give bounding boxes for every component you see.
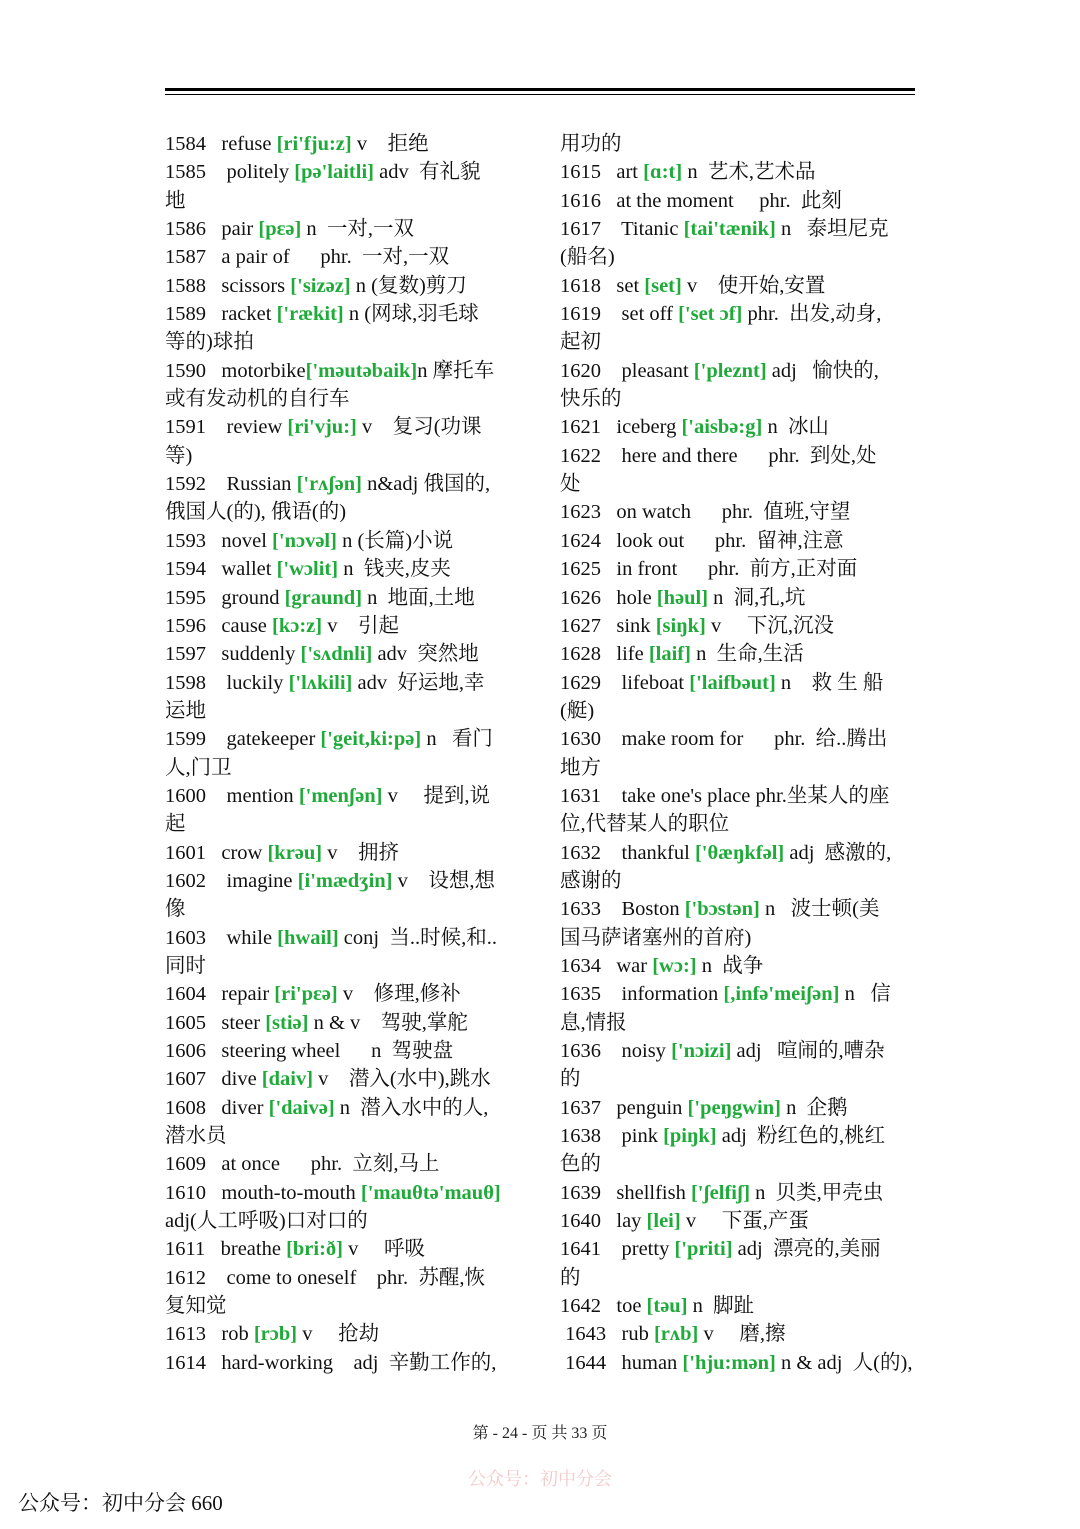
vocab-line	[560, 1065, 920, 1093]
vocab-line	[560, 555, 920, 583]
vocab-meaning: v 修理,修补	[337, 983, 461, 1006]
vocab-text: 地	[165, 189, 186, 212]
vocab-line	[560, 1264, 920, 1292]
vocab-text: 用功的	[560, 133, 622, 155]
phonetic: [bri:ð]	[286, 1238, 343, 1261]
vocab-meaning: v 呼吸	[343, 1238, 425, 1261]
vocab-line	[560, 1349, 920, 1377]
vocab-line	[165, 1009, 525, 1037]
phonetic: ['nɔvəl]	[272, 529, 337, 552]
vocab-text: 1612 come to oneself phr. 苏醒,恢	[165, 1266, 485, 1289]
vocab-text: 1630 make room for phr. 给..腾出	[560, 728, 888, 751]
vocab-meaning: adj 漂亮的,美丽	[732, 1238, 881, 1261]
vocab-meaning: n 冰山	[762, 416, 829, 439]
vocab-text: 1642 toe	[560, 1295, 647, 1318]
vocab-meaning: phr. 出发,动身,	[742, 303, 882, 326]
vocab-text: 1617 Titanic	[560, 218, 684, 241]
vocab-meaning: n (长篇)小说	[336, 529, 454, 552]
vocab-meaning: n & adj 人(的),	[775, 1351, 913, 1374]
phonetic: [stiə]	[265, 1011, 309, 1034]
phonetic: [lei]	[646, 1210, 681, 1233]
vocab-text: 1594 wallet	[165, 558, 277, 581]
vocab-line	[560, 1292, 920, 1320]
vocab-meaning: v 下沉,沉没	[705, 614, 834, 637]
vocab-text: 1589 racket	[165, 303, 277, 326]
vocab-line	[560, 782, 920, 810]
vocab-meaning: n 救 生 船	[775, 671, 884, 694]
vocab-text: 1633 Boston	[560, 898, 685, 921]
vocab-text: 1596 cause	[165, 614, 273, 637]
vocab-meaning: n 地面,土地	[362, 586, 475, 609]
vocab-text: 起初	[560, 331, 601, 354]
vocab-meaning: adj 感激的,	[784, 841, 892, 864]
phonetic: [rʌb]	[653, 1323, 699, 1346]
phonetic: ['wɔlit]	[276, 558, 339, 581]
phonetic: ['bɔstən]	[684, 898, 760, 921]
vocab-text: 1623 on watch phr. 值班,守望	[560, 501, 851, 524]
watermark-center: 公众号：初中分会	[468, 1469, 612, 1489]
vocab-text: 或有发动机的自行车	[165, 388, 350, 411]
vocab-text: 1637 penguin	[560, 1096, 688, 1119]
vocab-line	[165, 187, 525, 215]
vocab-line	[165, 612, 525, 640]
vocab-meaning: adv 好运地,幸	[352, 671, 485, 694]
vocab-text: 1635 information	[560, 983, 724, 1006]
vocab-meaning: n (复数)剪刀	[350, 274, 467, 297]
phonetic: ['daivə]	[268, 1096, 335, 1119]
vocab-line	[165, 527, 525, 555]
phonetic: [set]	[644, 274, 682, 297]
vocab-text: 1622 here and there phr. 到处,处	[560, 444, 877, 467]
vocab-meaning: adj 喧闹的,嘈杂	[731, 1040, 885, 1062]
vocab-meaning: n 战争	[696, 954, 764, 977]
vocab-line	[165, 442, 525, 470]
vocab-text: 息,情报	[560, 1011, 627, 1034]
vocab-meaning: v 拥挤	[322, 841, 400, 864]
vocab-text: 1600 mention	[165, 784, 299, 807]
phonetic: ['hju:mən]	[682, 1351, 776, 1374]
vocab-text: 国马萨诸塞州的首府)	[560, 926, 752, 949]
vocab-meaning: n 企鹅	[780, 1096, 848, 1119]
vocab-line	[165, 980, 525, 1008]
vocab-line	[165, 413, 525, 441]
vocab-line	[560, 839, 920, 867]
vocab-text: 1587 a pair of phr. 一对,一双	[165, 246, 450, 269]
vocab-meaning: v 潜入(水中),跳水	[313, 1068, 491, 1091]
vocab-meaning: n 脚趾	[687, 1295, 755, 1318]
vocab-line	[560, 527, 920, 555]
vocab-line	[165, 1179, 525, 1207]
phonetic: [pə'laitli]	[294, 161, 374, 184]
vocab-text: 运地	[165, 699, 206, 722]
vocab-line	[165, 272, 525, 300]
vocab-line	[560, 1009, 920, 1037]
phonetic: [,infə'meiʃən]	[723, 983, 840, 1006]
vocab-text: 1620 pleasant	[560, 359, 694, 382]
vocab-text: 1625 in front phr. 前方,正对面	[560, 558, 858, 581]
vocab-line	[165, 1037, 525, 1065]
phonetic: [kɔ:z]	[272, 614, 323, 637]
vocab-line	[560, 357, 920, 385]
vocab-line	[165, 1207, 525, 1235]
phonetic: [ri'pɛə]	[274, 983, 338, 1006]
vocab-line	[560, 697, 920, 725]
vocab-line	[165, 1094, 525, 1122]
vocab-text: 起	[165, 813, 186, 836]
phonetic: ['məutəbaik]	[305, 359, 418, 382]
vocab-meaning: adv 有礼貌	[373, 161, 481, 184]
vocab-line	[560, 328, 920, 356]
vocab-meaning: n 泰坦尼克	[775, 218, 889, 241]
vocab-meaning: n & v 驾驶,掌舵	[308, 1011, 468, 1034]
vocab-line	[560, 952, 920, 980]
vocab-text: 1638 pink	[560, 1125, 664, 1148]
vocab-line	[560, 810, 920, 838]
vocab-meaning: n 贝类,甲壳虫	[750, 1181, 884, 1204]
vocab-line	[560, 413, 920, 441]
vocab-text: 1586 pair	[165, 218, 259, 241]
vocab-text: 1643 rub	[560, 1323, 654, 1346]
vocab-line	[165, 158, 525, 186]
vocab-line	[560, 470, 920, 498]
vocab-meaning: n 洞,孔,坑	[708, 586, 806, 609]
vocab-line	[165, 555, 525, 583]
vocab-meaning: v 提到,说	[382, 784, 491, 807]
vocab-line	[165, 357, 525, 385]
vocab-meaning: adj 愉快的,	[766, 359, 879, 382]
phonetic: [həul]	[656, 586, 709, 609]
vocab-text: 1640 lay	[560, 1210, 647, 1233]
phonetic: [piŋk]	[663, 1125, 717, 1148]
vocab-line	[165, 867, 525, 895]
vocab-line	[165, 130, 525, 158]
vocab-text: 1616 at the moment phr. 此刻	[560, 189, 842, 212]
vocab-meaning: v 引起	[322, 614, 399, 637]
vocab-text: 俄国人(的), 俄语(的)	[165, 501, 347, 524]
vocab-line	[165, 1122, 525, 1150]
vocab-text: 1627 sink	[560, 614, 656, 637]
vocab-line	[165, 725, 525, 753]
vocab-meaning: n (网球,羽毛球	[343, 303, 479, 326]
vocab-text: 1591 review	[165, 416, 288, 439]
vocab-text: 1636 noisy	[560, 1040, 672, 1062]
vocab-line	[560, 725, 920, 753]
vocab-line	[560, 669, 920, 697]
vocab-line	[165, 498, 525, 526]
vocab-text: 1610 mouth-to-mouth	[165, 1181, 361, 1204]
vocab-text: 1614 hard-working adj 辛勤工作的,	[165, 1351, 497, 1374]
phonetic: ['sizəz]	[290, 274, 351, 297]
vocab-meaning: n 潜入水中的人,	[334, 1096, 489, 1119]
vocab-meaning: n 艺术,艺术品	[682, 161, 816, 184]
vocab-text: 的	[560, 1068, 581, 1091]
vocab-text: 地方	[560, 756, 601, 779]
vocab-line	[165, 1349, 525, 1377]
vocab-text: 1597 suddenly	[165, 643, 301, 666]
vocab-text: 1631 take one's place phr.坐某人的座	[560, 784, 890, 807]
vocab-text: 1629 lifeboat	[560, 671, 690, 694]
vocab-text: 1584 refuse	[165, 133, 277, 155]
vocab-text: 感谢的	[560, 869, 622, 892]
vocab-meaning: n&adj 俄国的,	[361, 473, 491, 496]
vocab-text: 人,门卫	[165, 756, 232, 779]
vocab-meaning: adv 突然地	[372, 643, 479, 666]
phonetic: ['rækit]	[276, 303, 344, 326]
vocab-line	[165, 754, 525, 782]
phonetic: [ri'fju:z]	[276, 133, 352, 155]
phonetic: ['mauθtə'mauθ]	[360, 1181, 501, 1204]
vocab-text: 1609 at once phr. 立刻,马上	[165, 1153, 440, 1176]
vocab-text: 1639 shellfish	[560, 1181, 691, 1204]
vocab-line	[560, 584, 920, 612]
phonetic: [siŋk]	[655, 614, 706, 637]
vocab-line	[165, 839, 525, 867]
vocab-text: 1604 repair	[165, 983, 275, 1006]
vocab-line	[165, 1235, 525, 1263]
vocab-line	[560, 272, 920, 300]
phonetic: [ri'vju:]	[287, 416, 357, 439]
phonetic: ['sʌdnli]	[300, 643, 373, 666]
phonetic: [ɑ:t]	[643, 161, 683, 184]
phonetic: [graund]	[284, 586, 363, 609]
header-rule-thick	[165, 88, 915, 91]
vocab-text: 1632 thankful	[560, 841, 695, 864]
vocab-line	[560, 980, 920, 1008]
vocab-line	[560, 187, 920, 215]
vocab-meaning: n 摩托车	[417, 359, 495, 382]
phonetic: [tai'tænik]	[683, 218, 776, 241]
vocab-line	[165, 215, 525, 243]
vocab-text: 1605 steer	[165, 1011, 266, 1034]
left-column	[165, 130, 525, 1377]
phonetic: [təu]	[646, 1295, 688, 1318]
vocab-line	[165, 1320, 525, 1348]
page-footer: 第 - 24 - 页 共 33 页	[472, 1425, 608, 1442]
vocab-line	[560, 130, 920, 158]
vocab-text: 1615 art	[560, 161, 644, 184]
vocab-text: 1607 dive	[165, 1068, 262, 1091]
vocab-line	[165, 385, 525, 413]
vocab-text: 1618 set	[560, 274, 645, 297]
phonetic: ['geit,ki:pə]	[320, 728, 422, 751]
phonetic: [wɔ:]	[652, 954, 697, 977]
vocab-text: 1621 iceberg	[560, 416, 682, 439]
phonetic: ['menʃən]	[298, 784, 383, 807]
phonetic: [laif]	[648, 643, 691, 666]
vocab-line	[165, 328, 525, 356]
vocab-text: 色的	[560, 1153, 601, 1176]
vocab-meaning: n 看门	[421, 728, 493, 751]
vocab-line	[165, 924, 525, 952]
vocab-line	[560, 385, 920, 413]
phonetic: ['nɔizi]	[671, 1040, 732, 1062]
vocab-text: 等的)球拍	[165, 331, 254, 354]
vocab-line	[165, 584, 525, 612]
vocab-text: 1595 ground	[165, 586, 285, 609]
phonetic: ['set ɔf]	[678, 303, 743, 326]
vocab-text: 1606 steering wheel n 驾驶盘	[165, 1040, 454, 1062]
vocab-text: 1593 novel	[165, 529, 273, 552]
phonetic: ['aisbə:g]	[681, 416, 763, 439]
vocab-text: 同时	[165, 954, 206, 977]
vocab-text: 潜水员	[165, 1125, 227, 1148]
vocab-line	[560, 1235, 920, 1263]
phonetic: ['pleznt]	[693, 359, 767, 382]
vocab-text: (艇)	[560, 699, 595, 722]
vocab-meaning: v 设想,想	[392, 869, 495, 892]
phonetic: [rɔb]	[253, 1323, 298, 1346]
phonetic: [krəu]	[267, 841, 323, 864]
vocab-text: 像	[165, 898, 186, 921]
vocab-line	[560, 1179, 920, 1207]
vocab-text: 1603 while	[165, 926, 278, 949]
vocab-line	[560, 158, 920, 186]
vocab-text: 1619 set off	[560, 303, 679, 326]
vocab-meaning: n 信	[839, 983, 891, 1006]
vocab-text: 1602 imagine	[165, 869, 298, 892]
vocab-line	[165, 243, 525, 271]
vocab-line	[165, 697, 525, 725]
vocab-text: (船名)	[560, 246, 615, 269]
vocab-text: 1634 war	[560, 954, 653, 977]
vocab-text: 1641 pretty	[560, 1238, 675, 1261]
phonetic: ['θæŋkfəl]	[694, 841, 785, 864]
vocab-meaning: v 复习(功课	[356, 416, 482, 439]
vocab-line	[560, 1150, 920, 1178]
phonetic: [i'mædʒin]	[297, 869, 393, 892]
vocab-text: 1628 life	[560, 643, 649, 666]
vocab-text: 1626 hole	[560, 586, 657, 609]
vocab-line	[165, 669, 525, 697]
vocab-line	[560, 243, 920, 271]
vocab-line	[560, 498, 920, 526]
vocab-line	[560, 300, 920, 328]
vocab-text: 1624 look out phr. 留神,注意	[560, 529, 844, 552]
vocab-meaning: v 磨,擦	[698, 1323, 786, 1346]
header-rule-thin	[165, 94, 915, 95]
vocab-line	[560, 754, 920, 782]
vocab-line	[165, 782, 525, 810]
phonetic: ['laifbəut]	[689, 671, 776, 694]
vocab-meaning: n 钱夹,皮夹	[338, 558, 451, 581]
vocab-line	[560, 215, 920, 243]
vocab-meaning: adj 粉红色的,桃红	[716, 1125, 886, 1148]
vocab-meaning: n 波士顿(美	[759, 898, 880, 921]
vocab-meaning: v 下蛋,产蛋	[680, 1210, 809, 1233]
vocab-text: 1592 Russian	[165, 473, 297, 496]
phonetic: [daiv]	[261, 1068, 314, 1091]
vocab-text: 1611 breathe	[165, 1238, 287, 1261]
vocab-line	[165, 640, 525, 668]
vocab-text: 1585 politely	[165, 161, 295, 184]
phonetic: ['peŋgwin]	[687, 1096, 781, 1119]
vocab-text: 1644 human	[560, 1351, 683, 1374]
phonetic: ['lʌkili]	[288, 671, 353, 694]
vocab-line	[560, 442, 920, 470]
phonetic: ['rʌʃən]	[296, 473, 362, 496]
vocab-line	[165, 300, 525, 328]
vocab-text: adj(人工呼吸)口对口的	[165, 1210, 368, 1233]
vocab-line	[560, 1037, 920, 1065]
vocab-line	[165, 1292, 525, 1320]
right-column	[560, 130, 920, 1377]
vocab-text: 位,代替某人的职位	[560, 813, 730, 836]
vocab-line	[560, 924, 920, 952]
vocab-line	[165, 1264, 525, 1292]
vocab-meaning: v 使开始,安置	[681, 274, 826, 297]
vocab-meaning: n 生命,生活	[690, 643, 804, 666]
vocab-text: 1613 rob	[165, 1323, 254, 1346]
phonetic: ['ʃelfiʃ]	[690, 1181, 751, 1204]
vocab-line	[165, 1150, 525, 1178]
vocab-line	[560, 867, 920, 895]
vocab-line	[560, 895, 920, 923]
vocab-line	[560, 640, 920, 668]
vocab-meaning: conj 当..时候,和..	[338, 926, 497, 949]
vocab-line	[165, 470, 525, 498]
vocab-line	[165, 810, 525, 838]
vocab-text: 等)	[165, 444, 193, 467]
vocab-line	[165, 952, 525, 980]
vocab-meaning: v 拒绝	[351, 133, 429, 155]
vocab-line	[560, 612, 920, 640]
vocab-text: 1601 crow	[165, 841, 268, 864]
vocab-line	[560, 1207, 920, 1235]
watermark-left: 公众号：初中分会 660	[18, 1491, 223, 1515]
vocab-text: 1590 motorbike	[165, 359, 306, 382]
vocab-text: 处	[560, 473, 581, 496]
vocab-line	[560, 1320, 920, 1348]
vocab-text: 复知觉	[165, 1295, 227, 1318]
vocab-line	[560, 1094, 920, 1122]
vocab-text: 1608 diver	[165, 1096, 269, 1119]
vocab-line	[165, 1065, 525, 1093]
vocab-text: 1598 luckily	[165, 671, 289, 694]
vocab-line	[560, 1122, 920, 1150]
vocab-text: 1599 gatekeeper	[165, 728, 321, 751]
phonetic: [hwail]	[277, 926, 339, 949]
vocab-line	[165, 895, 525, 923]
phonetic: [pɛə]	[258, 218, 302, 241]
vocab-text: 的	[560, 1266, 581, 1289]
vocab-text: 快乐的	[560, 388, 622, 411]
vocab-meaning: v 抢劫	[297, 1323, 380, 1346]
phonetic: ['priti]	[674, 1238, 733, 1261]
vocab-text: 1588 scissors	[165, 274, 291, 297]
vocab-meaning: n 一对,一双	[301, 218, 415, 241]
